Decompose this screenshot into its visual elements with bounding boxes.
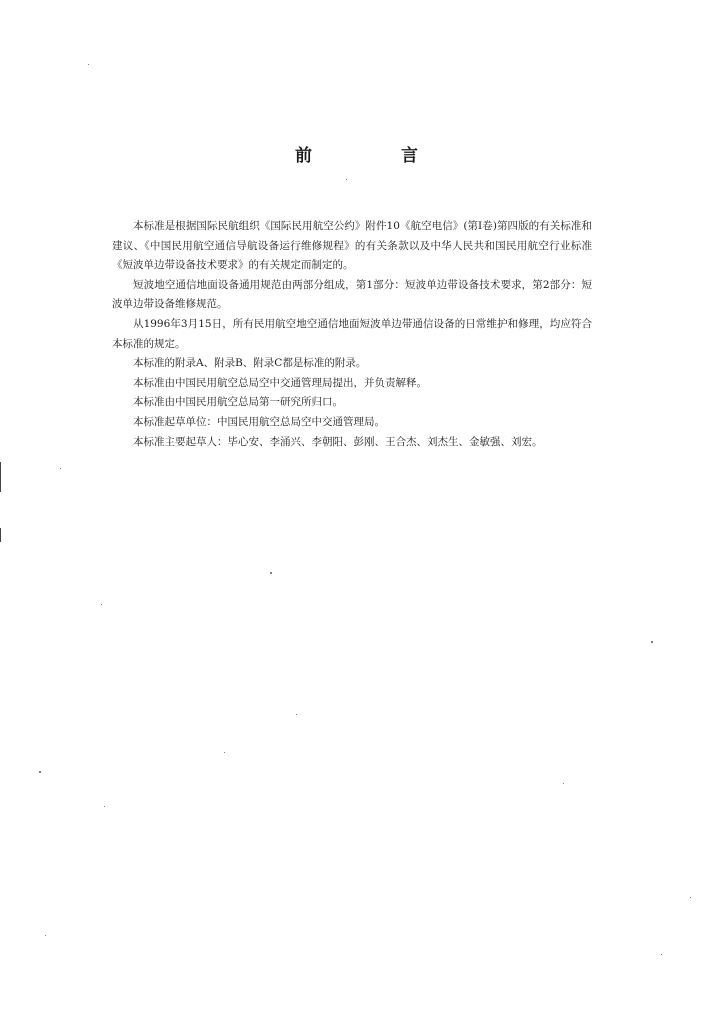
paragraph-composition: 短波地空通信地面设备通用规范由两部分组成，第1部分：短波单边带设备技术要求，第2部分：短波单边带设备维修规范。 (112, 278, 592, 311)
paragraph-proposed-by: 本标准由中国民用航空总局空中交通管理局提出，并负责解释。 (133, 376, 427, 389)
paragraph-drafting-unit: 本标准起草单位：中国民用航空总局空中交通管理局。 (133, 415, 385, 428)
paragraph-basis: 本标准是根据国际民航组织《国际民用航空公约》附件10《航空电信》(第Ⅰ卷)第四版的有关标准和建议、《中国民用航空通信导航设备运行维修规程》的有关条款以及中华人民共和国民用航空行业标准《短波单边带设备技术要求》的有关规定而制定的。 (112, 220, 592, 272)
paragraph-drafters: 本标准主要起草人：毕心安、李涌兴、李朝阳、彭刚、王合杰、刘杰生、金敏强、刘宏。 (133, 435, 543, 448)
paragraph-appendices: 本标准的附录A、附录B、附录C都是标准的附录。 (133, 357, 367, 370)
scan-edge-mark (0, 462, 1, 492)
body-text (112, 217, 592, 452)
scan-edge-mark (0, 528, 1, 542)
paragraph-effective-date: 从1996年3月15日，所有民用航空地空通信地面短波单边带通信设备的日常维护和修理，均应符合本标准的规定。 (112, 317, 592, 350)
page-title: 前 言 (295, 146, 454, 166)
paragraph-centralized-by: 本标准由中国民用航空总局第一研究所归口。 (133, 396, 343, 409)
